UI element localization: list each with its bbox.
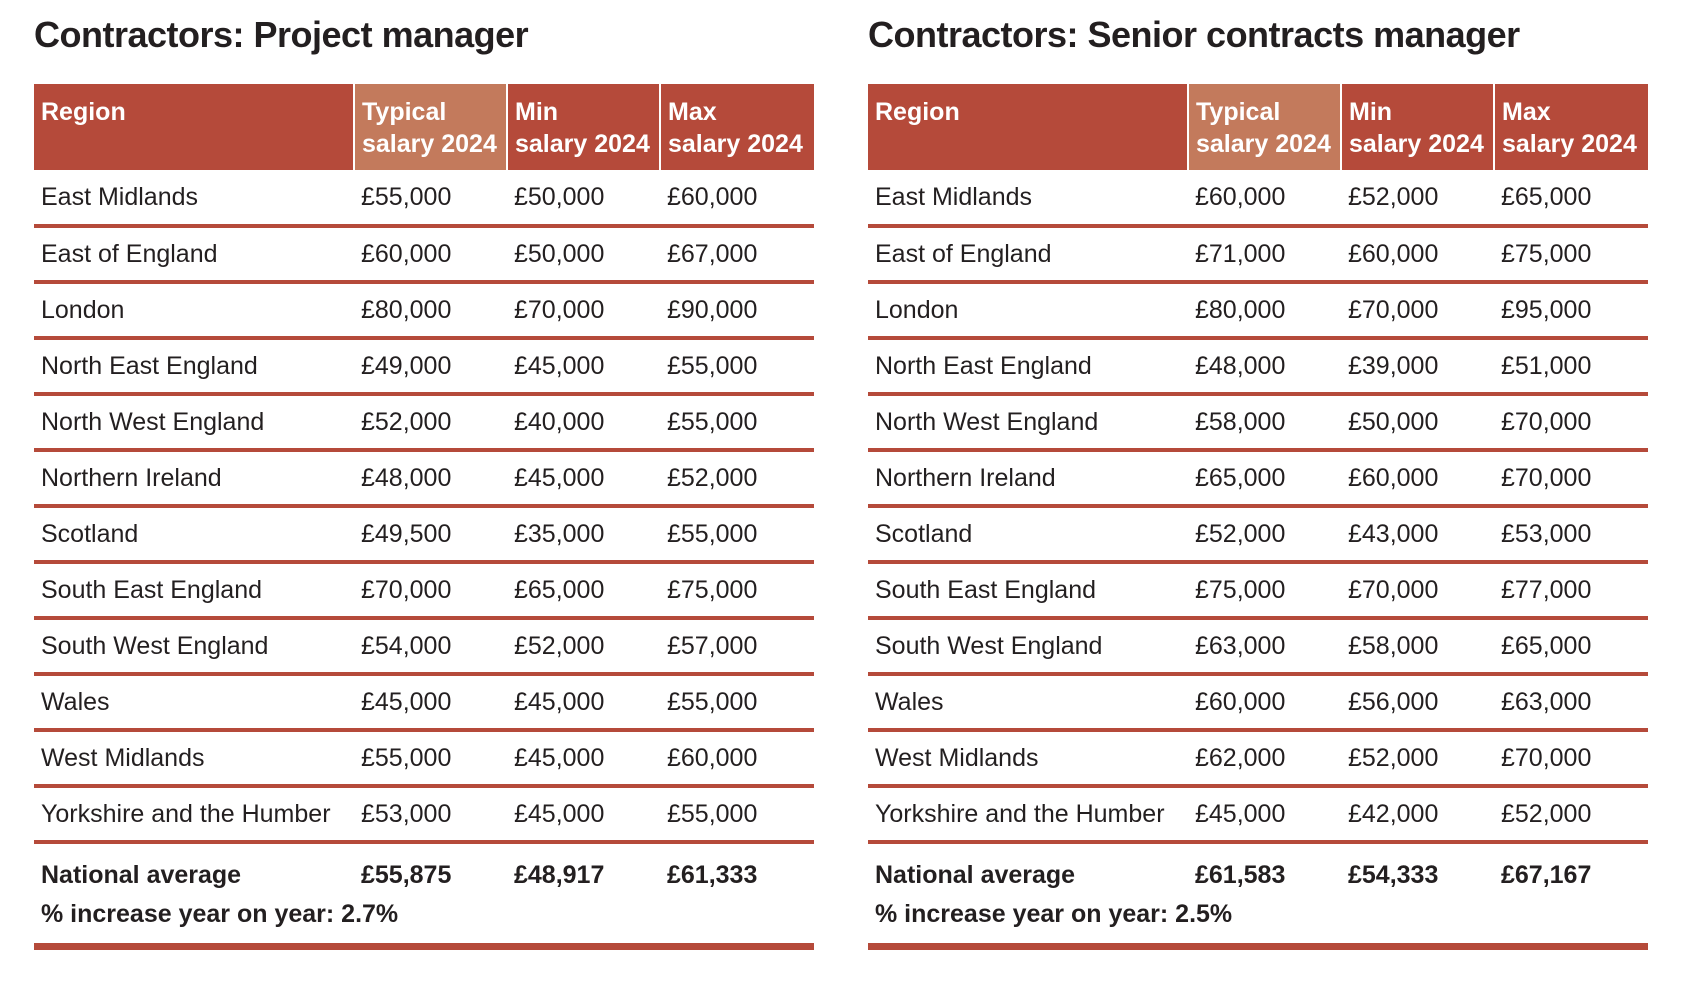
table-row (34, 450, 814, 506)
max-salary-cell: £70,000 (1494, 730, 1648, 786)
region-cell: East Midlands (34, 170, 354, 226)
typical-salary-cell: £62,000 (1188, 730, 1341, 786)
min-salary-cell: £70,000 (507, 282, 660, 338)
min-salary-cell: £56,000 (1341, 674, 1494, 730)
table-row (34, 562, 814, 618)
table-row (34, 226, 814, 282)
typical-salary-cell: £75,000 (1188, 562, 1341, 618)
table-row (34, 786, 814, 842)
table-row (34, 618, 814, 674)
table-row (34, 170, 814, 226)
max-salary-cell: £52,000 (1494, 786, 1648, 842)
project-manager-panel (34, 0, 814, 950)
table-row (34, 282, 814, 338)
table-row (868, 338, 1648, 394)
region-cell: West Midlands (34, 730, 354, 786)
min-salary-cell: £70,000 (1341, 282, 1494, 338)
min-salary-header: Min salary 2024 (1341, 84, 1494, 170)
table-row (868, 394, 1648, 450)
region-cell: North West England (34, 394, 354, 450)
max-salary-cell: £67,000 (660, 226, 814, 282)
typical-salary-cell: £45,000 (354, 674, 507, 730)
region-cell: East of England (34, 226, 354, 282)
region-cell: North West England (868, 394, 1188, 450)
typical-salary-cell: £48,000 (1188, 338, 1341, 394)
max-salary-cell: £95,000 (1494, 282, 1648, 338)
table-row (868, 730, 1648, 786)
min-salary-cell: £45,000 (507, 786, 660, 842)
national-average-row (868, 842, 1648, 894)
yearly-increase-row (868, 894, 1648, 946)
yearly-increase-text: % increase year on year: 2.5% (868, 894, 1648, 946)
max-salary-cell: £55,000 (660, 394, 814, 450)
min-salary-cell: £52,000 (1341, 730, 1494, 786)
national-average-typical-salary-cell: £61,583 (1195, 861, 1286, 889)
region-header: Region (868, 84, 1188, 170)
table-row (34, 674, 814, 730)
max-salary-cell: £63,000 (1494, 674, 1648, 730)
min-salary-cell: £42,000 (1341, 786, 1494, 842)
region-cell: South East England (34, 562, 354, 618)
min-salary-cell: £39,000 (1341, 338, 1494, 394)
region-cell: London (34, 282, 354, 338)
typical-salary-cell: £54,000 (354, 618, 507, 674)
typical-salary-cell: £48,000 (354, 450, 507, 506)
max-salary-cell: £65,000 (1494, 170, 1648, 226)
region-cell: Scotland (868, 506, 1188, 562)
min-salary-cell: £45,000 (507, 450, 660, 506)
typical-salary-cell: £52,000 (354, 394, 507, 450)
panel-title: Contractors: Senior contracts manager (868, 14, 1520, 55)
min-salary-cell: £70,000 (1341, 562, 1494, 618)
region-cell: North East England (34, 338, 354, 394)
min-salary-cell: £45,000 (507, 674, 660, 730)
max-salary-cell: £60,000 (660, 170, 814, 226)
min-salary-cell: £60,000 (1341, 226, 1494, 282)
min-salary-cell: £45,000 (507, 338, 660, 394)
min-salary-cell: £50,000 (1341, 394, 1494, 450)
header-row (868, 84, 1648, 170)
national-average-label: National average (41, 861, 242, 889)
max-salary-cell: £65,000 (1494, 618, 1648, 674)
table-row (34, 338, 814, 394)
min-salary-cell: £65,000 (507, 562, 660, 618)
max-salary-cell: £60,000 (660, 730, 814, 786)
national-average-min-salary-cell: £48,917 (514, 861, 605, 889)
national-average-max-salary-cell: £61,333 (667, 861, 758, 889)
typical-salary-cell: £55,000 (354, 730, 507, 786)
min-salary-cell: £60,000 (1341, 450, 1494, 506)
table-row (868, 562, 1648, 618)
min-salary-cell: £50,000 (507, 226, 660, 282)
region-header: Region (34, 84, 354, 170)
min-salary-cell: £43,000 (1341, 506, 1494, 562)
region-cell: South West England (868, 618, 1188, 674)
max-salary-cell: £55,000 (660, 786, 814, 842)
region-cell: Northern Ireland (34, 450, 354, 506)
region-cell: Yorkshire and the Humber (34, 786, 354, 842)
typical-salary-cell: £65,000 (1188, 450, 1341, 506)
national-average-label: National average (875, 861, 1076, 889)
typical-salary-cell: £49,500 (354, 506, 507, 562)
max-salary-cell: £90,000 (660, 282, 814, 338)
max-salary-header: Max salary 2024 (660, 84, 814, 170)
typical-salary-cell: £53,000 (354, 786, 507, 842)
table-row (868, 226, 1648, 282)
typical-salary-cell: £58,000 (1188, 394, 1341, 450)
table-row (868, 786, 1648, 842)
min-salary-cell: £35,000 (507, 506, 660, 562)
table-row (868, 506, 1648, 562)
typical-salary-header: Typical salary 2024 (1188, 84, 1341, 170)
min-salary-cell: £52,000 (1341, 170, 1494, 226)
table-row (868, 170, 1648, 226)
max-salary-cell: £55,000 (660, 506, 814, 562)
region-cell: North East England (868, 338, 1188, 394)
typical-salary-cell: £60,000 (1188, 170, 1341, 226)
table-row (34, 394, 814, 450)
typical-salary-cell: £49,000 (354, 338, 507, 394)
typical-salary-cell: £60,000 (354, 226, 507, 282)
region-cell: South West England (34, 618, 354, 674)
typical-salary-cell: £80,000 (354, 282, 507, 338)
national-average-row (34, 842, 814, 894)
region-cell: East of England (868, 226, 1188, 282)
table-row (868, 282, 1648, 338)
region-cell: Scotland (34, 506, 354, 562)
min-salary-cell: £40,000 (507, 394, 660, 450)
typical-salary-header: Typical salary 2024 (354, 84, 507, 170)
max-salary-cell: £55,000 (660, 674, 814, 730)
senior-contracts-manager-panel (868, 0, 1648, 950)
panel-title: Contractors: Project manager (34, 14, 529, 55)
typical-salary-cell: £71,000 (1188, 226, 1341, 282)
typical-salary-cell: £55,000 (354, 170, 507, 226)
max-salary-cell: £77,000 (1494, 562, 1648, 618)
min-salary-cell: £50,000 (507, 170, 660, 226)
max-salary-cell: £57,000 (660, 618, 814, 674)
yearly-increase-text: % increase year on year: 2.7% (34, 894, 814, 946)
max-salary-cell: £52,000 (660, 450, 814, 506)
table-row (868, 618, 1648, 674)
region-cell: Yorkshire and the Humber (868, 786, 1188, 842)
region-cell: Northern Ireland (868, 450, 1188, 506)
region-cell: Wales (868, 674, 1188, 730)
table-row (34, 730, 814, 786)
national-average-min-salary-cell: £54,333 (1348, 861, 1439, 889)
max-salary-header: Max salary 2024 (1494, 84, 1648, 170)
max-salary-cell: £53,000 (1494, 506, 1648, 562)
region-cell: Wales (34, 674, 354, 730)
typical-salary-cell: £80,000 (1188, 282, 1341, 338)
max-salary-cell: £75,000 (660, 562, 814, 618)
salary-table (868, 84, 1648, 950)
table-row (868, 674, 1648, 730)
max-salary-cell: £70,000 (1494, 394, 1648, 450)
table-row (34, 506, 814, 562)
min-salary-cell: £52,000 (507, 618, 660, 674)
yearly-increase-row (34, 894, 814, 946)
region-cell: West Midlands (868, 730, 1188, 786)
salary-table (34, 84, 814, 950)
max-salary-cell: £55,000 (660, 338, 814, 394)
national-average-max-salary-cell: £67,167 (1501, 861, 1592, 889)
min-salary-cell: £58,000 (1341, 618, 1494, 674)
max-salary-cell: £75,000 (1494, 226, 1648, 282)
region-cell: London (868, 282, 1188, 338)
table-row (868, 450, 1648, 506)
max-salary-cell: £51,000 (1494, 338, 1648, 394)
region-cell: South East England (868, 562, 1188, 618)
header-row (34, 84, 814, 170)
max-salary-cell: £70,000 (1494, 450, 1648, 506)
min-salary-cell: £45,000 (507, 730, 660, 786)
min-salary-header: Min salary 2024 (507, 84, 660, 170)
typical-salary-cell: £52,000 (1188, 506, 1341, 562)
national-average-typical-salary-cell: £55,875 (361, 861, 452, 889)
typical-salary-cell: £60,000 (1188, 674, 1341, 730)
typical-salary-cell: £70,000 (354, 562, 507, 618)
region-cell: East Midlands (868, 170, 1188, 226)
typical-salary-cell: £63,000 (1188, 618, 1341, 674)
typical-salary-cell: £45,000 (1188, 786, 1341, 842)
